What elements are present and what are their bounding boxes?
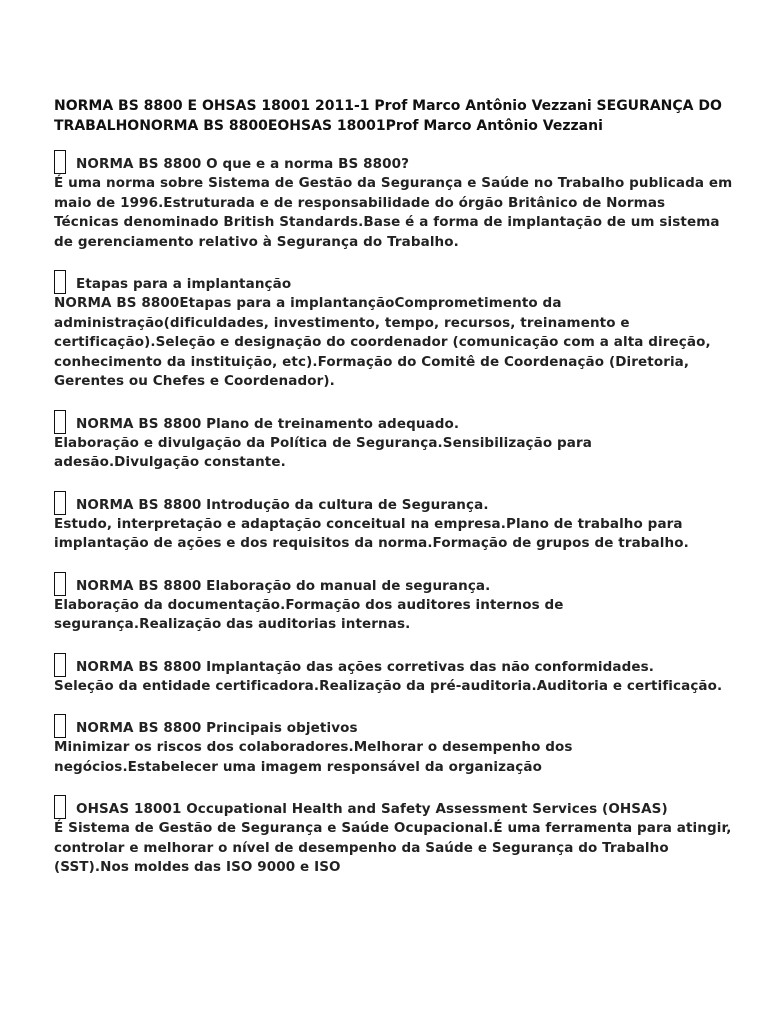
- checkbox-icon: [54, 795, 66, 819]
- section-header: [54, 651, 734, 677]
- checkbox-icon: [54, 410, 66, 434]
- checkbox-icon: [54, 270, 66, 294]
- checkbox-icon: [54, 572, 66, 596]
- section-heading: NORMA BS 8800 Elaboração do manual de segurança.: [76, 577, 491, 594]
- section-heading: NORMA BS 8800 Introdução da cultura de Segurança.: [76, 496, 489, 513]
- section-body: É Sistema de Gestão de Segurança e Saúde Ocupacional.É uma ferramenta para atingir, controlar e melhorar o nível de desempenho da Saúde e Segurança do Trabalho (SST).Nos moldes das ISO 9000 e ISO: [54, 820, 732, 875]
- section-header: [54, 570, 734, 596]
- section-body: Estudo, interpretação e adaptação conceitual na empresa.Plano de trabalho para implantação de ações e dos requisitos da norma.Formação de grupos de trabalho.: [54, 515, 689, 551]
- section-heading: NORMA BS 8800 Principais objetivos: [76, 720, 358, 736]
- section-body: Elaboração e divulgação da Política de Segurança.Sensibilização para adesão.Divulgação constante.: [54, 434, 592, 470]
- section-heading: Etapas para a implantanção: [76, 276, 292, 292]
- section-training-plan: [54, 408, 734, 473]
- checkbox-icon: [54, 491, 66, 515]
- section-heading: NORMA BS 8800 O que e a norma BS 8800?: [76, 156, 410, 172]
- section-header: [54, 489, 734, 515]
- section-safety-culture: [54, 489, 734, 554]
- section-heading: NORMA BS 8800 Implantação das ações corretivas das não conformidades.: [76, 658, 654, 675]
- section-heading: NORMA BS 8800 Plano de treinamento adequado.: [76, 415, 460, 432]
- section-corrective-actions: [54, 651, 734, 697]
- section-header: [54, 712, 734, 738]
- section-header: [54, 793, 734, 819]
- document-title: NORMA BS 8800 E OHSAS 18001 2011-1 Prof Marco Antônio Vezzani SEGURANÇA DO TRABALHONORMA BS 8800EOHSAS 18001Prof Marco Antônio Vezzani: [54, 98, 722, 134]
- section-header: [54, 148, 734, 174]
- section-header: [54, 408, 734, 434]
- checkbox-icon: [54, 714, 66, 738]
- document-page: [54, 96, 734, 894]
- section-body: É uma norma sobre Sistema de Gestão da Segurança e Saúde no Trabalho publicada em maio de 1996.Estruturada e de responsabilidade do órgão Britânico de Normas Técnicas denominado British Standards.Base é a forma de implantação de um sistema de gerenciamento relativo à Segurança do Trabalho.: [54, 175, 733, 250]
- section-body: Minimizar os riscos dos colaboradores.Melhorar o desempenho dos negócios.Estabelecer uma imagem responsável da organização: [54, 739, 573, 775]
- section-ohsas-18001: [54, 793, 734, 878]
- section-heading: OHSAS 18001 Occupational Health and Safety Assessment Services (OHSAS): [76, 801, 668, 817]
- section-header: [54, 268, 734, 294]
- checkbox-icon: [54, 653, 66, 677]
- section-what-is-bs8800: [54, 148, 734, 252]
- section-implementation-steps: [54, 268, 734, 392]
- section-main-objectives: [54, 712, 734, 777]
- section-safety-manual: [54, 570, 734, 635]
- section-body: NORMA BS 8800Etapas para a implantançãoComprometimento da administração(dificuldades, investimento, tempo, recursos, treinamento e certificação).Seleção e designação do coordenador (comunicação com a alta direção, conhecimento da instituição, etc).Formação do Comitê de Coordenação (Diretoria, Gerentes ou Chefes e Coordenador).: [54, 295, 711, 389]
- section-body: Elaboração da documentação.Formação dos auditores internos de segurança.Realização das auditorias internas.: [54, 596, 564, 632]
- checkbox-icon: [54, 150, 66, 174]
- section-body: Seleção da entidade certificadora.Realização da pré-auditoria.Auditoria e certificação.: [54, 677, 723, 694]
